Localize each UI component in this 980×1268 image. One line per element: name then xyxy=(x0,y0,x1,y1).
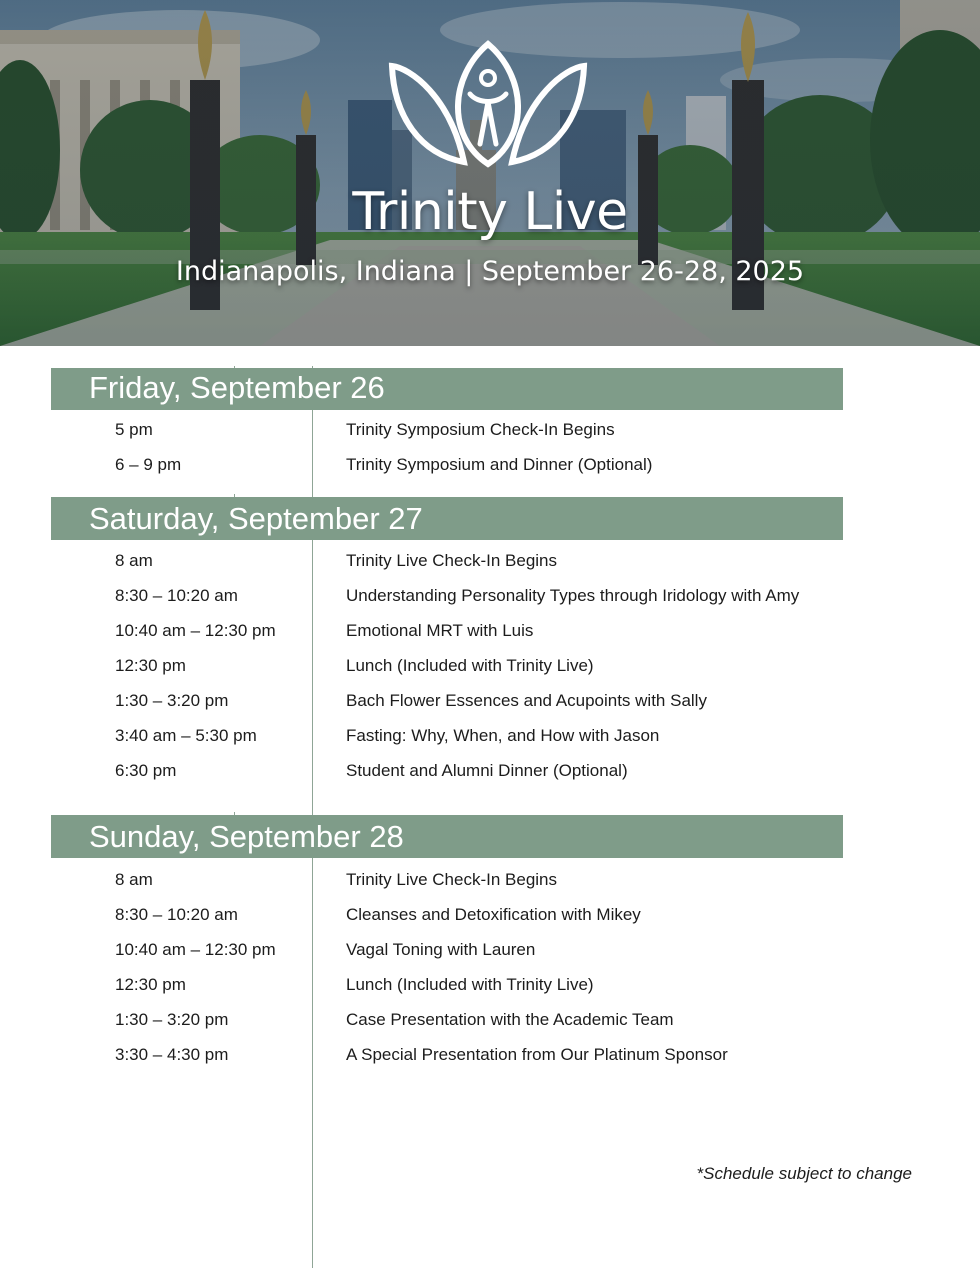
trinity-lotus-logo xyxy=(380,36,600,176)
event-title: A Special Presentation from Our Platinum Sponsor xyxy=(346,1045,728,1064)
event-title: Fasting: Why, When, and How with Jason xyxy=(346,726,660,745)
event-time: 8 am xyxy=(115,870,153,889)
header-banner xyxy=(0,0,980,346)
schedule-row xyxy=(0,648,980,683)
event-title: Trinity Symposium and Dinner (Optional) xyxy=(346,455,653,474)
event-time: 12:30 pm xyxy=(115,975,186,994)
event-time: 3:40 am – 5:30 pm xyxy=(115,726,257,745)
event-time: 3:30 – 4:30 pm xyxy=(115,1045,229,1064)
event-title: Cleanses and Detoxification with Mikey xyxy=(346,905,641,924)
schedule-row xyxy=(0,718,980,753)
event-time: 1:30 – 3:20 pm xyxy=(115,1010,229,1029)
event-title: Trinity Live Check-In Begins xyxy=(346,551,558,570)
schedule-row xyxy=(0,897,980,932)
event-title: Lunch (Included with Trinity Live) xyxy=(346,656,594,675)
schedule-row xyxy=(0,683,980,718)
event-title: Understanding Personality Types through Iridology with Amy xyxy=(346,586,800,605)
event-title: Trinity Live Check-In Begins xyxy=(346,870,558,889)
event-location-dates: Indianapolis, Indiana | September 26-28, 2025 xyxy=(175,256,805,287)
event-title: Case Presentation with the Academic Team xyxy=(346,1010,674,1029)
event-time: 5 pm xyxy=(115,420,153,439)
schedule-row xyxy=(0,1037,980,1072)
event-time: 6 – 9 pm xyxy=(115,455,182,474)
schedule-row xyxy=(0,862,980,897)
event-time: 12:30 pm xyxy=(115,656,186,675)
schedule-row xyxy=(0,613,980,648)
event-title: Trinity Symposium Check-In Begins xyxy=(346,420,615,439)
event-time: 8 am xyxy=(115,551,153,570)
event-time: 8:30 – 10:20 am xyxy=(115,586,238,605)
schedule-row xyxy=(0,753,980,788)
event-title: Vagal Toning with Lauren xyxy=(346,940,536,959)
schedule-row xyxy=(0,543,980,578)
event-time: 8:30 – 10:20 am xyxy=(115,905,238,924)
day-heading-saturday: Saturday, September 27 xyxy=(51,497,843,540)
event-title: Student and Alumni Dinner (Optional) xyxy=(346,761,628,780)
schedule-row xyxy=(0,1002,980,1037)
day-heading-friday: Friday, September 26 xyxy=(51,368,843,410)
event-time: 1:30 – 3:20 pm xyxy=(115,691,229,710)
schedule-row xyxy=(0,932,980,967)
schedule-row xyxy=(0,447,980,482)
event-title: Bach Flower Essences and Acupoints with Sally xyxy=(346,691,707,710)
event-time: 6:30 pm xyxy=(115,761,177,780)
schedule-row xyxy=(0,967,980,1002)
day-heading-sunday: Sunday, September 28 xyxy=(51,815,843,858)
event-time: 10:40 am – 12:30 pm xyxy=(115,621,276,640)
schedule-row xyxy=(0,412,980,447)
schedule-disclaimer: *Schedule subject to change xyxy=(696,1164,912,1183)
event-title: Trinity Live xyxy=(352,182,628,242)
event-title: Lunch (Included with Trinity Live) xyxy=(346,975,594,994)
event-title: Emotional MRT with Luis xyxy=(346,621,534,640)
schedule-row xyxy=(0,578,980,613)
event-time: 10:40 am – 12:30 pm xyxy=(115,940,276,959)
